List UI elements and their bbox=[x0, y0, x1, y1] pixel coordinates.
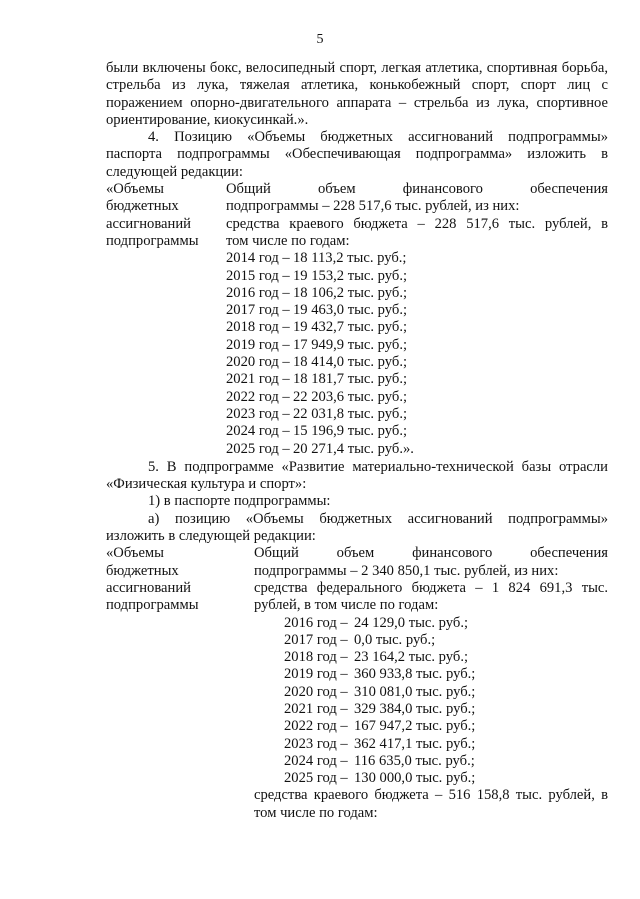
budget-table-1 bbox=[106, 181, 608, 458]
year-label: 2021 год – bbox=[226, 371, 290, 388]
item-5-1a-paragraph: а) позицию «Объемы бюджетных ассигнований подпрограммы» изложить в следующей редакции: bbox=[106, 510, 608, 545]
year-value: 18 113,2 тыс. руб.; bbox=[293, 250, 407, 267]
year-row bbox=[284, 718, 608, 735]
year-row bbox=[284, 736, 608, 753]
year-row bbox=[226, 389, 608, 406]
year-value: 15 196,9 тыс. руб.; bbox=[293, 423, 408, 440]
year-value: 310 081,0 тыс. руб.; bbox=[354, 683, 476, 700]
year-row bbox=[226, 371, 608, 388]
year-row bbox=[284, 684, 608, 701]
year-label: 2019 год – bbox=[284, 666, 348, 683]
table-2-line: средства федерального бюджета – 1 824 691,3 тыс. bbox=[254, 579, 608, 596]
year-label: 2023 год – bbox=[226, 405, 290, 422]
year-value: 0,0 тыс. руб.; bbox=[354, 631, 436, 648]
year-row bbox=[284, 615, 608, 632]
year-label: 2017 год – bbox=[226, 302, 290, 319]
year-label: 2018 год – bbox=[226, 319, 290, 336]
year-label: 2024 год – bbox=[226, 423, 290, 440]
table-1-left-line: ассигнований bbox=[106, 215, 191, 232]
table-2-left-line: бюджетных bbox=[106, 562, 179, 579]
table-1-years bbox=[226, 250, 608, 458]
year-row bbox=[226, 319, 608, 336]
year-row bbox=[226, 354, 608, 371]
year-label: 2016 год – bbox=[226, 284, 290, 301]
table-2-left-line: ассигнований bbox=[106, 579, 191, 596]
year-label: 2016 год – bbox=[284, 614, 348, 631]
year-row bbox=[226, 441, 608, 458]
table-1-left-line: «Объемы bbox=[106, 181, 164, 198]
year-value: 22 031,8 тыс. руб.; bbox=[293, 405, 408, 422]
table-2-line: том числе по годам: bbox=[254, 804, 378, 821]
year-value: 360 933,8 тыс. руб.; bbox=[354, 666, 476, 683]
year-label: 2022 год – bbox=[284, 718, 348, 735]
year-label: 2015 год – bbox=[226, 267, 290, 284]
table-2-line: средства краевого бюджета – 516 158,8 тыс. рублей, в bbox=[254, 787, 608, 804]
year-value: 18 106,2 тыс. руб.; bbox=[293, 284, 408, 301]
table-2-left-line: подпрограммы bbox=[106, 597, 199, 614]
year-value: 18 414,0 тыс. руб.; bbox=[293, 354, 408, 371]
year-value: 362 417,1 тыс. руб.; bbox=[354, 735, 476, 752]
year-value: 167 947,2 тыс. руб.; bbox=[354, 718, 476, 735]
year-value: 19 463,0 тыс. руб.; bbox=[293, 302, 408, 319]
year-label: 2018 год – bbox=[284, 649, 348, 666]
table-1-right-column bbox=[226, 181, 608, 458]
year-label: 2023 год – bbox=[284, 735, 348, 752]
table-2-line: подпрограммы – 2 340 850,1 тыс. рублей, из них: bbox=[254, 562, 559, 579]
year-value: 18 181,7 тыс. руб.; bbox=[293, 371, 408, 388]
budget-table-2 bbox=[106, 545, 608, 822]
item-4-paragraph: 4. Позицию «Объемы бюджетных ассигнований подпрограммы» паспорта подпрограммы «Обеспечивающая подпрограмма» изложить в следующей редакции: bbox=[106, 129, 608, 180]
year-value: 23 164,2 тыс. руб.; bbox=[354, 649, 469, 666]
year-value: 19 432,7 тыс. руб.; bbox=[293, 319, 408, 336]
year-label: 2025 год – bbox=[284, 770, 348, 787]
year-value: 116 635,0 тыс. руб.; bbox=[354, 752, 475, 769]
table-1-left-line: подпрограммы bbox=[106, 232, 199, 249]
year-row bbox=[284, 649, 608, 666]
year-value: 24 129,0 тыс. руб.; bbox=[354, 614, 469, 631]
year-row bbox=[226, 302, 608, 319]
year-row bbox=[284, 666, 608, 683]
year-label: 2021 год – bbox=[284, 700, 348, 717]
table-1-line: том числе по годам: bbox=[226, 232, 350, 249]
year-label: 2020 год – bbox=[284, 683, 348, 700]
table-1-line: подпрограммы – 228 517,6 тыс. рублей, из них: bbox=[226, 198, 520, 215]
table-2-line: рублей, в том числе по годам: bbox=[254, 597, 439, 614]
year-row bbox=[226, 423, 608, 440]
item-5-paragraph: 5. В подпрограмме «Развитие материально-технической базы отрасли «Физическая культура и спорт»: bbox=[106, 458, 608, 493]
item-5-1-paragraph: 1) в паспорте подпрограммы: bbox=[148, 493, 331, 510]
year-label: 2022 год – bbox=[226, 388, 290, 405]
year-label: 2024 год – bbox=[284, 752, 348, 769]
year-label: 2017 год – bbox=[284, 631, 348, 648]
table-1-line: Общий объем финансового обеспечения bbox=[226, 181, 608, 198]
year-value: 130 000,0 тыс. руб.; bbox=[354, 770, 476, 787]
year-value: 22 203,6 тыс. руб.; bbox=[293, 388, 408, 405]
table-2-line: Общий объем финансового обеспечения bbox=[254, 545, 608, 562]
year-label: 2014 год – bbox=[226, 250, 290, 267]
table-1-left-line: бюджетных bbox=[106, 198, 179, 215]
document-body bbox=[106, 60, 608, 822]
year-row bbox=[284, 632, 608, 649]
year-row bbox=[284, 701, 608, 718]
year-value: 19 153,2 тыс. руб.; bbox=[293, 267, 408, 284]
year-label: 2019 год – bbox=[226, 336, 290, 353]
year-value: 329 384,0 тыс. руб.; bbox=[354, 700, 476, 717]
year-label: 2025 год – bbox=[226, 440, 290, 457]
year-label: 2020 год – bbox=[226, 354, 290, 371]
year-row bbox=[284, 770, 608, 787]
table-1-line: средства краевого бюджета – 228 517,6 тыс. рублей, в bbox=[226, 215, 608, 232]
intro-paragraph: были включены бокс, велосипедный спорт, легкая атлетика, спортивная борьба, стрельба из лука, тяжелая атлетика, конькобежный спорт, спорт лиц с поражением опорно-двигательного аппарата – стрельба из лука, спортивное ориентирование, киокусинкай.». bbox=[106, 60, 608, 128]
table-2-left-line: «Объемы bbox=[106, 545, 164, 562]
table-2-right-column bbox=[254, 545, 608, 822]
year-row bbox=[226, 406, 608, 423]
table-1-left-column bbox=[106, 181, 226, 458]
year-row bbox=[284, 753, 608, 770]
year-row bbox=[226, 285, 608, 302]
year-value: 17 949,9 тыс. руб.; bbox=[293, 336, 408, 353]
year-row bbox=[226, 268, 608, 285]
table-2-left-column bbox=[106, 545, 254, 822]
year-row bbox=[226, 337, 608, 354]
year-value: 20 271,4 тыс. руб.». bbox=[293, 440, 414, 457]
table-2-years bbox=[284, 615, 608, 788]
page-number: 5 bbox=[316, 32, 324, 47]
year-row bbox=[226, 250, 608, 267]
